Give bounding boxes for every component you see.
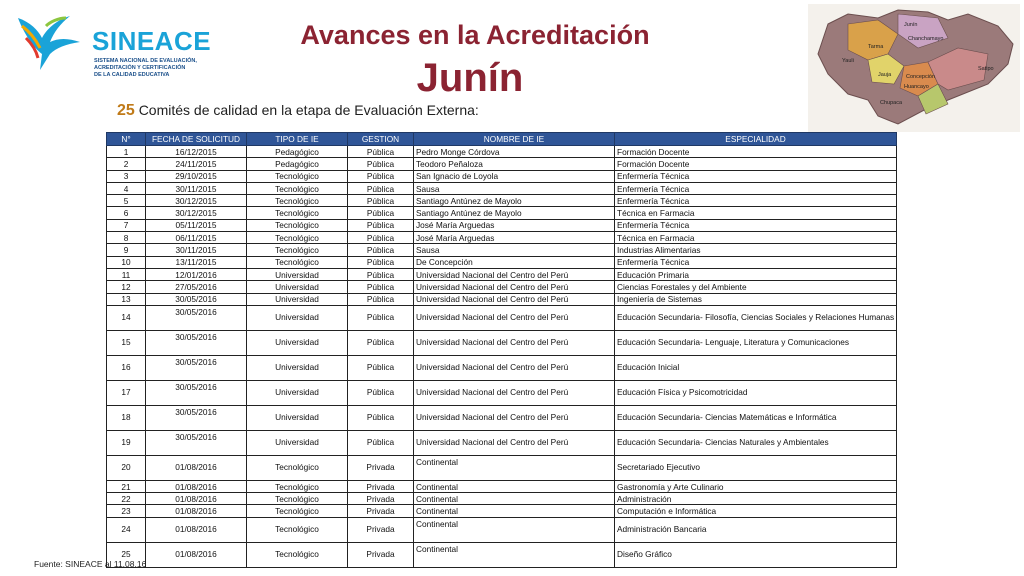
- cell-management: Pública: [348, 146, 414, 158]
- cell-date: 30/05/2016: [146, 305, 247, 330]
- table-row: [107, 281, 897, 293]
- cell-specialty: Ciencias Forestales y del Ambiente: [615, 281, 897, 293]
- cell-date: 30/11/2015: [146, 244, 247, 256]
- cell-date: 01/08/2016: [146, 542, 247, 567]
- table-row: [107, 493, 897, 505]
- cell-management: Pública: [348, 170, 414, 182]
- cell-specialty: Técnica en Farmacia: [615, 207, 897, 219]
- cell-specialty: Educación Secundaria- Lenguaje, Literatura y Comunicaciones: [615, 330, 897, 355]
- subtitle: [117, 102, 479, 120]
- committee-count: 25: [117, 102, 135, 119]
- cell-management: Pública: [348, 256, 414, 268]
- cell-specialty: Enfermería Técnica: [615, 182, 897, 194]
- table-row: [107, 146, 897, 158]
- cell-date: 29/10/2015: [146, 170, 247, 182]
- table-row: [107, 380, 897, 405]
- cell-date: 01/08/2016: [146, 517, 247, 542]
- cell-date: 30/05/2016: [146, 330, 247, 355]
- cell-type: Tecnológico: [247, 170, 348, 182]
- cell-type: Universidad: [247, 293, 348, 305]
- map-label: Chupaca: [880, 100, 903, 106]
- cell-type: Universidad: [247, 305, 348, 330]
- cell-type: Universidad: [247, 268, 348, 280]
- cell-number: 4: [107, 182, 146, 194]
- cell-date: 06/11/2015: [146, 232, 247, 244]
- junin-map: [808, 4, 1020, 132]
- cell-institution: Universidad Nacional del Centro del Perú: [414, 355, 615, 380]
- cell-management: Privada: [348, 517, 414, 542]
- table-row: [107, 517, 897, 542]
- cell-specialty: Educación Física y Psicomotricidad: [615, 380, 897, 405]
- table-row: [107, 195, 897, 207]
- table-row: [107, 219, 897, 231]
- cell-management: Pública: [348, 305, 414, 330]
- cell-number: 21: [107, 480, 146, 492]
- cell-specialty: Industrias Alimentarias: [615, 244, 897, 256]
- cell-type: Tecnológico: [247, 244, 348, 256]
- table-row: [107, 244, 897, 256]
- committees-table: [106, 132, 897, 568]
- cell-type: Tecnológico: [247, 219, 348, 231]
- map-label: Huancayo: [904, 84, 929, 90]
- cell-type: Universidad: [247, 430, 348, 455]
- cell-type: Tecnológico: [247, 256, 348, 268]
- cell-management: Pública: [348, 430, 414, 455]
- cell-institution: Continental: [414, 517, 615, 542]
- cell-institution: Pedro Monge Córdova: [414, 146, 615, 158]
- cell-management: Privada: [348, 542, 414, 567]
- cell-management: Privada: [348, 505, 414, 517]
- region-title: Junín: [416, 56, 524, 100]
- cell-date: 30/12/2015: [146, 195, 247, 207]
- cell-date: 30/05/2016: [146, 293, 247, 305]
- cell-management: Pública: [348, 232, 414, 244]
- cell-management: Pública: [348, 405, 414, 430]
- cell-type: Tecnológico: [247, 517, 348, 542]
- cell-institution: Universidad Nacional del Centro del Perú: [414, 268, 615, 280]
- cell-specialty: Enfermería Técnica: [615, 170, 897, 182]
- table-row: [107, 182, 897, 194]
- col-header-gestion: GESTION: [348, 133, 414, 146]
- cell-institution: Continental: [414, 505, 615, 517]
- cell-institution: Universidad Nacional del Centro del Perú: [414, 405, 615, 430]
- cell-institution: Santiago Antúnez de Mayolo: [414, 195, 615, 207]
- cell-institution: Universidad Nacional del Centro del Perú: [414, 281, 615, 293]
- cell-specialty: Ingeniería de Sistemas: [615, 293, 897, 305]
- cell-specialty: Secretariado Ejecutivo: [615, 455, 897, 480]
- cell-date: 01/08/2016: [146, 493, 247, 505]
- cell-number: 14: [107, 305, 146, 330]
- map-label: Yauli: [842, 58, 854, 64]
- cell-institution: Sausa: [414, 182, 615, 194]
- cell-specialty: Administración Bancaria: [615, 517, 897, 542]
- map-label: Jauja: [878, 72, 892, 78]
- cell-number: 17: [107, 380, 146, 405]
- cell-specialty: Formación Docente: [615, 146, 897, 158]
- cell-institution: Continental: [414, 455, 615, 480]
- cell-specialty: Enfermería Técnica: [615, 195, 897, 207]
- cell-date: 16/12/2015: [146, 146, 247, 158]
- cell-institution: Sausa: [414, 244, 615, 256]
- cell-date: 01/08/2016: [146, 480, 247, 492]
- cell-type: Tecnológico: [247, 480, 348, 492]
- cell-management: Pública: [348, 244, 414, 256]
- cell-specialty: Gastronomía y Arte Culinario: [615, 480, 897, 492]
- table-row: [107, 232, 897, 244]
- cell-number: 1: [107, 146, 146, 158]
- cell-institution: Continental: [414, 542, 615, 567]
- logo-line-3: DE LA CALIDAD EDUCATIVA: [94, 72, 170, 78]
- col-header-tipo: TIPO DE IE: [247, 133, 348, 146]
- table-row: [107, 170, 897, 182]
- cell-type: Pedagógico: [247, 146, 348, 158]
- cell-specialty: Computación e Informática: [615, 505, 897, 517]
- cell-number: 22: [107, 493, 146, 505]
- map-label: Chanchamayo: [908, 36, 944, 42]
- cell-type: Tecnológico: [247, 182, 348, 194]
- cell-type: Tecnológico: [247, 542, 348, 567]
- map-label: Tarma: [868, 44, 884, 50]
- cell-institution: San Ignacio de Loyola: [414, 170, 615, 182]
- cell-management: Privada: [348, 493, 414, 505]
- cell-date: 01/08/2016: [146, 505, 247, 517]
- map-label: Concepción: [906, 74, 936, 80]
- cell-type: Tecnológico: [247, 493, 348, 505]
- col-header-especialidad: ESPECIALIDAD: [615, 133, 897, 146]
- cell-management: Pública: [348, 195, 414, 207]
- cell-number: 15: [107, 330, 146, 355]
- cell-number: 11: [107, 268, 146, 280]
- cell-specialty: Educación Secundaria- Ciencias Matemáticas e Informática: [615, 405, 897, 430]
- table-row: [107, 268, 897, 280]
- table-row: [107, 158, 897, 170]
- cell-number: 18: [107, 405, 146, 430]
- cell-management: Pública: [348, 355, 414, 380]
- cell-institution: José María Arguedas: [414, 232, 615, 244]
- cell-specialty: Administración: [615, 493, 897, 505]
- cell-type: Universidad: [247, 405, 348, 430]
- table-row: [107, 505, 897, 517]
- cell-type: Universidad: [247, 330, 348, 355]
- cell-specialty: Enfermería Técnica: [615, 256, 897, 268]
- cell-management: Pública: [348, 158, 414, 170]
- map-label: Satipo: [978, 66, 994, 72]
- cell-management: Privada: [348, 455, 414, 480]
- cell-management: Pública: [348, 207, 414, 219]
- col-header-fecha: FECHA DE SOLICITUD: [146, 133, 247, 146]
- cell-specialty: Diseño Gráfico: [615, 542, 897, 567]
- cell-specialty: Formación Docente: [615, 158, 897, 170]
- cell-management: Pública: [348, 182, 414, 194]
- cell-type: Pedagógico: [247, 158, 348, 170]
- cell-management: Pública: [348, 219, 414, 231]
- cell-number: 2: [107, 158, 146, 170]
- page-title: Avances en la Acreditación: [300, 20, 650, 50]
- cell-type: Universidad: [247, 355, 348, 380]
- logo-line-2: ACREDITACIÓN Y CERTIFICACIÓN: [94, 65, 186, 71]
- cell-date: 27/05/2016: [146, 281, 247, 293]
- cell-date: 30/05/2016: [146, 355, 247, 380]
- logo-subtitle: [94, 58, 197, 79]
- cell-management: Privada: [348, 480, 414, 492]
- cell-type: Tecnológico: [247, 207, 348, 219]
- cell-number: 9: [107, 244, 146, 256]
- table-row: [107, 355, 897, 380]
- cell-institution: Teodoro Peñaloza: [414, 158, 615, 170]
- table-header-row: [107, 133, 897, 146]
- cell-institution: De Concepción: [414, 256, 615, 268]
- subtitle-text: Comités de calidad en la etapa de Evaluación Externa:: [138, 102, 479, 118]
- cell-institution: Santiago Antúnez de Mayolo: [414, 207, 615, 219]
- table-row: [107, 330, 897, 355]
- table-row: [107, 207, 897, 219]
- cell-number: 7: [107, 219, 146, 231]
- cell-number: 25: [107, 542, 146, 567]
- cell-date: 12/01/2016: [146, 268, 247, 280]
- cell-number: 23: [107, 505, 146, 517]
- cell-date: 24/11/2015: [146, 158, 247, 170]
- table-row: [107, 455, 897, 480]
- cell-institution: José María Arguedas: [414, 219, 615, 231]
- cell-number: 5: [107, 195, 146, 207]
- cell-management: Pública: [348, 380, 414, 405]
- cell-date: 30/05/2016: [146, 430, 247, 455]
- cell-type: Tecnológico: [247, 195, 348, 207]
- cell-specialty: Enfermería Técnica: [615, 219, 897, 231]
- table-row: [107, 256, 897, 268]
- cell-institution: Universidad Nacional del Centro del Perú: [414, 430, 615, 455]
- logo-title: SINEACE: [92, 26, 212, 56]
- cell-management: Pública: [348, 330, 414, 355]
- cell-type: Tecnológico: [247, 455, 348, 480]
- table-row: [107, 430, 897, 455]
- cell-type: Tecnológico: [247, 505, 348, 517]
- cell-date: 30/05/2016: [146, 380, 247, 405]
- cell-number: 24: [107, 517, 146, 542]
- col-header-nombre: NOMBRE DE IE: [414, 133, 615, 146]
- cell-number: 20: [107, 455, 146, 480]
- cell-management: Pública: [348, 281, 414, 293]
- table-row: [107, 542, 897, 567]
- cell-institution: Continental: [414, 480, 615, 492]
- map-label: Junín: [904, 22, 918, 28]
- cell-date: 30/11/2015: [146, 182, 247, 194]
- table-row: [107, 480, 897, 492]
- cell-type: Tecnológico: [247, 232, 348, 244]
- source-note: Fuente: SINEACE al 11.08.16: [34, 559, 147, 569]
- cell-management: Pública: [348, 268, 414, 280]
- table-row: [107, 405, 897, 430]
- cell-date: 30/05/2016: [146, 405, 247, 430]
- cell-date: 05/11/2015: [146, 219, 247, 231]
- cell-institution: Universidad Nacional del Centro del Perú: [414, 305, 615, 330]
- cell-specialty: Educación Secundaria- Ciencias Naturales y Ambientales: [615, 430, 897, 455]
- cell-institution: Continental: [414, 493, 615, 505]
- cell-number: 19: [107, 430, 146, 455]
- cell-institution: Universidad Nacional del Centro del Perú: [414, 330, 615, 355]
- col-header-n: N°: [107, 133, 146, 146]
- table-row: [107, 305, 897, 330]
- cell-date: 13/11/2015: [146, 256, 247, 268]
- cell-number: 12: [107, 281, 146, 293]
- cell-date: 01/08/2016: [146, 455, 247, 480]
- cell-specialty: Educación Inicial: [615, 355, 897, 380]
- cell-number: 8: [107, 232, 146, 244]
- cell-number: 10: [107, 256, 146, 268]
- cell-institution: Universidad Nacional del Centro del Perú: [414, 293, 615, 305]
- cell-number: 16: [107, 355, 146, 380]
- cell-specialty: Educación Primaria: [615, 268, 897, 280]
- cell-number: 6: [107, 207, 146, 219]
- cell-date: 30/12/2015: [146, 207, 247, 219]
- cell-management: Pública: [348, 293, 414, 305]
- cell-type: Universidad: [247, 281, 348, 293]
- cell-institution: Universidad Nacional del Centro del Perú: [414, 380, 615, 405]
- table-row: [107, 293, 897, 305]
- logo-line-1: SISTEMA NACIONAL DE EVALUACIÓN,: [94, 58, 197, 64]
- cell-number: 3: [107, 170, 146, 182]
- cell-type: Universidad: [247, 380, 348, 405]
- cell-specialty: Educación Secundaria- Filosofía, Ciencias Sociales y Relaciones Humanas: [615, 305, 897, 330]
- cell-specialty: Técnica en Farmacia: [615, 232, 897, 244]
- sineace-logo: [10, 8, 212, 78]
- cell-number: 13: [107, 293, 146, 305]
- hummingbird-logo-icon: [10, 8, 88, 78]
